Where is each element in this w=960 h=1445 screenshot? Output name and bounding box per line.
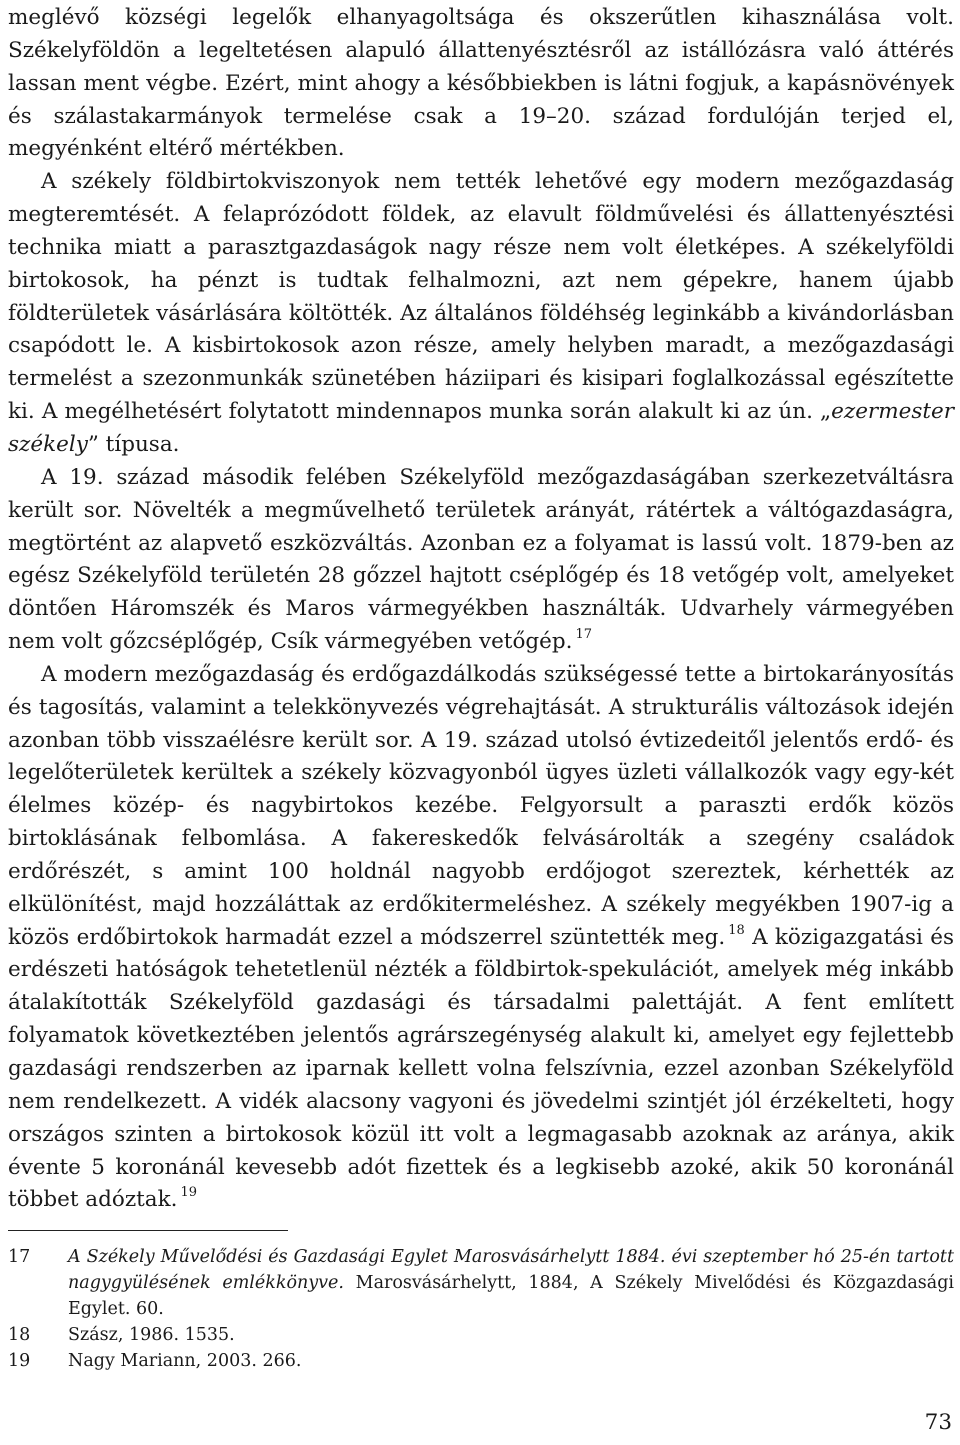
footnote-number: 18: [8, 1325, 31, 1345]
document-page: [8, 0, 954, 1217]
paragraph: [8, 659, 954, 1217]
paragraph: [8, 166, 954, 462]
paragraph: [8, 462, 954, 659]
footnote-title: A Székely Művelődési és Gazdasági Egylet Marosvásárhelytt 1884. évi szeptember hó 25-én tartott nagygyülésének emlékkönyve.: [68, 1247, 954, 1293]
italic-term: ezermester székely: [8, 399, 954, 457]
footnote-19: [8, 1348, 954, 1374]
paragraph-text: A modern mezőgazdaság és erdőgazdálkodás szükségessé tette a birtokarányosítás és tagosítás, valamint a telekkönyvezés végrehajtását. A strukturális változások idején azonban több visszaélésre került sor. A 19. század utolsó évtizedeitől jelentős erdő- és legelőterületek kerültek a székely közvagyonból ügyes üzleti vállalkozók vagy egy-két élelmes közép- és nagybirtokos kezébe. Felgyorsult a paraszti erdők közös birtoklásának felbomlása. A fakereskedők felvásárolták a szegény családok erdőrészét, s amint 100 holdnál nagyobb erdőjogot szereztek, kérhették az elkülönítést, majd hozzáláttak az erdőkitermeléshez. A székely megyékben 1907-ig a közös erdőbirtokok harmadát ezzel a módszerrel szüntették meg.: [8, 661, 954, 950]
paragraph-text: ” típusa.: [87, 431, 180, 457]
footnote-ref-18[interactable]: 18: [728, 922, 745, 938]
footnote-text: Nagy Mariann, 2003. 266.: [68, 1351, 302, 1371]
footnote-divider: [8, 1230, 288, 1231]
body-text: [8, 0, 954, 1217]
paragraph-text: meglévő községi legelők elhanyagoltsága és okszerűtlen kihasználása volt. Székelyföldön a legeltetésen alapuló állattenyésztésről az istállózásra való áttérés lassan ment végbe. Ezért, mint ahogy a későbbiekben is látni fogjuk, a kapásnövények és szálastakarmányok termelése csak a 19–20. század fordulóján terjed el, megyénként eltérő mértékben.: [8, 5, 954, 162]
paragraph-text: A közigazgatási és erdészeti hatóságok tehetetlenül nézték a földbirtok-spekulációt, amelyek még inkább átalakították Székelyföld gazdasági és társadalmi palettáját. A fent említett folyamatok következtében jelentős agrárszegénység alakult ki, amelyet egy fejlettebb gazdasági rendszerben az iparnak kellett volna felszívnia, ezzel azonban Székelyföld nem rendelkezett. A vidék alacsony vagyoni és jövedelmi szintjét jól érzékelteti, hogy országos szinten a birtokosok közül itt volt a legmagasabb azoknak az aránya, akik évente 5 koronánál kevesebb adót fizettek és a legkisebb azoké, akik 50 koronánál többet adóztak.: [8, 924, 954, 1213]
footnote-ref-17[interactable]: 17: [575, 627, 593, 643]
paragraph-text: A 19. század második felében Székelyföld mezőgazdaságában szerkezetváltásra került sor. Növelték a megművelhető területek arányát, rátértek a váltógazdaságra, megtörtént az alapvető eszközváltás. Azonban ez a folyamat is lassú volt. 1879-ben az egész Székelyföld területén 28 gőzzel hajtott cséplőgép és 18 vetőgép volt, amelyeket döntően Háromszék és Maros vármegyékben használták. Udvarhely vármegyében nem volt gőzcséplőgép, Csík vármegyében vetőgép.: [8, 464, 954, 655]
footnote-text: [68, 1244, 954, 1322]
footnote-18: [8, 1322, 954, 1348]
footnote-ref-19[interactable]: 19: [180, 1185, 198, 1201]
footnote-number: 17: [8, 1247, 31, 1267]
footnote-text: Szász, 1986. 1535.: [68, 1325, 235, 1345]
page-number: 73: [924, 1410, 952, 1435]
paragraph-text: A székely földbirtokviszonyok nem tették lehetővé egy modern mezőgazdaság megteremtését. A felaprózódott földek, az elavult földművelési és állattenyésztési technika miatt a parasztgazdaságok nagy része nem volt életképes. A székelyföldi birtokosok, ha pénzt is tudtak felhalmozni, azt nem gépekre, hanem újabb földterületek vásárlására költötték. Az általános földéhség leginkább a kivándorlásban csapódott le. A kisbirtokosok azon része, amely helyben maradt, a mezőgazdasági termelést a szezonmunkák szünetében háziipari és kisipari foglalkozással egészítette ki. A megélhetésért folytatott mindennapos munka során alakult ki az ún. „: [8, 169, 954, 425]
footnote-17: [8, 1244, 954, 1322]
footnotes: [8, 1244, 954, 1374]
footnote-source: Marosvásárhelytt, 1884, A Székely Mivelődési és Közgazdasági Egylet. 60.: [68, 1273, 954, 1319]
paragraph: [8, 2, 954, 166]
footnote-number: 19: [8, 1351, 31, 1371]
